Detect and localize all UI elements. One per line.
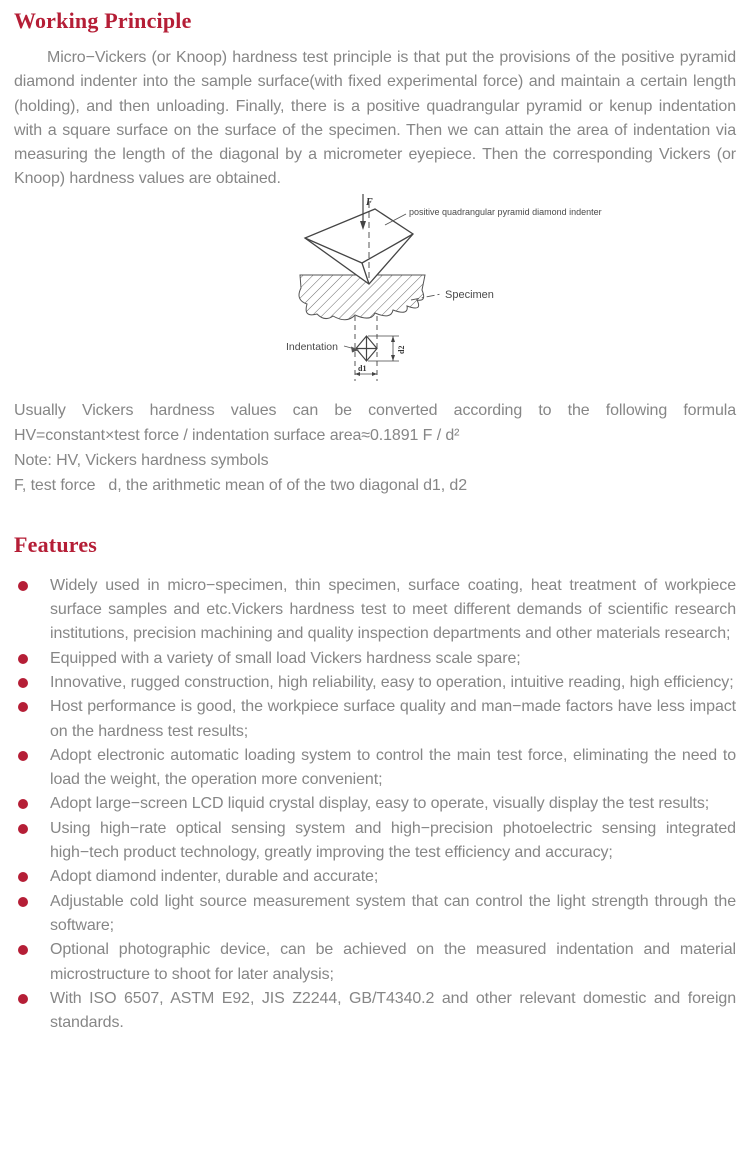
d1-label: d1 <box>358 363 367 373</box>
feature-text: Equipped with a variety of small load Vickers hardness scale spare; <box>50 649 521 667</box>
vickers-diagram-svg <box>285 194 625 394</box>
feature-item <box>14 938 736 987</box>
specimen-shape <box>299 275 425 320</box>
bullet-icon <box>18 994 28 1004</box>
feature-text: Adopt large−screen LCD liquid crystal display, easy to operate, visually display the test results; <box>50 795 710 813</box>
feature-item <box>14 817 736 866</box>
bullet-icon <box>18 702 28 712</box>
formula-intro-line: Usually Vickers hardness values can be converted according to the following formula <box>14 401 736 419</box>
bullet-icon <box>18 824 28 834</box>
working-principle-paragraph: Micro−Vickers (or Knoop) hardness test principle is that put the provisions of the positive pyramid diamond indenter into the sample surface(with fixed experimental force) and maintain a certain length (holding), and then unloading. Finally, there is a positive quadrangular pyramid or kenup indentation with a square surface on the surface of the specimen. Then we can attain the area of indentation via measuring the length of the diagonal by a micrometer eyepiece. Then the corresponding Vickers (or Knoop) hardness values are obtained. <box>14 49 736 188</box>
feature-item <box>14 671 736 695</box>
feature-text: Host performance is good, the workpiece surface quality and man−made factors have less impact on the hardness test results; <box>50 698 736 740</box>
indenter-label: positive quadrangular pyramid diamond indenter <box>409 206 602 217</box>
feature-item <box>14 744 736 793</box>
feature-item <box>14 890 736 939</box>
bullet-icon <box>18 799 28 809</box>
features-list <box>14 574 736 1036</box>
feature-item <box>14 792 736 816</box>
feature-item <box>14 987 736 1036</box>
bullet-icon <box>18 945 28 955</box>
bullet-icon <box>18 654 28 664</box>
feature-text: Optional photographic device, can be achieved on the measured indentation and material microstructure to shoot for later analysis; <box>50 941 736 983</box>
working-principle-heading: Working Principle <box>14 8 192 33</box>
specimen-label: Specimen <box>445 288 494 301</box>
feature-item <box>14 647 736 671</box>
bullet-icon <box>18 872 28 882</box>
d1-arrowhead-right <box>372 372 377 376</box>
feature-item <box>14 574 736 647</box>
formula-block <box>14 398 736 498</box>
feature-text: Innovative, rugged construction, high reliability, easy to operation, intuitive reading, high efficiency; <box>50 673 734 691</box>
feature-item <box>14 695 736 744</box>
feature-text: With ISO 6507, ASTM E92, JIS Z2244, GB/T4340.2 and other relevant domestic and foreign standards. <box>50 989 736 1032</box>
indentation-label: Indentation <box>286 340 338 353</box>
bullet-icon <box>18 581 28 591</box>
d2-arrowhead-bottom <box>391 355 395 361</box>
bullet-icon <box>18 751 28 761</box>
diamond-indenter-icon <box>305 209 413 284</box>
feature-text: Adopt electronic automatic loading system to control the main test force, eliminating the need to load the weight, the operation more convenient; <box>50 746 736 789</box>
features-heading: Features <box>14 531 98 557</box>
feature-text: Widely used in micro−specimen, thin specimen, surface coating, heat treatment of workpiece surface samples and etc.Vickers hardness test to meet different demands of scientific research institutions, precision machining and quality inspection departments and other materials research; <box>50 576 736 643</box>
indenter-diagram <box>0 192 750 394</box>
d2-label: d2 <box>397 345 406 354</box>
feature-item <box>14 865 736 889</box>
indentation-mark-icon <box>356 336 377 361</box>
formula-legend-line: F, test force d, the arithmetic mean of of the two diagonal d1, d2 <box>14 476 468 494</box>
feature-text: Using high−rate optical sensing system and high−precision photoelectric sensing integrated high−tech product technology, greatly improving the test efficiency and accuracy; <box>50 819 736 862</box>
d2-arrowhead-top <box>391 336 395 342</box>
bullet-icon <box>18 678 28 688</box>
force-label: F <box>366 196 373 208</box>
bullet-icon <box>18 897 28 907</box>
formula-note-line: Note: HV, Vickers hardness symbols <box>14 451 269 469</box>
feature-text: Adjustable cold light source measurement system that can control the light strength through the software; <box>50 892 736 934</box>
feature-text: Adopt diamond indenter, durable and accurate; <box>50 868 379 886</box>
formula-expression-line: HV=constant×test force / indentation surface area≈0.1891 F / d² <box>14 426 460 444</box>
